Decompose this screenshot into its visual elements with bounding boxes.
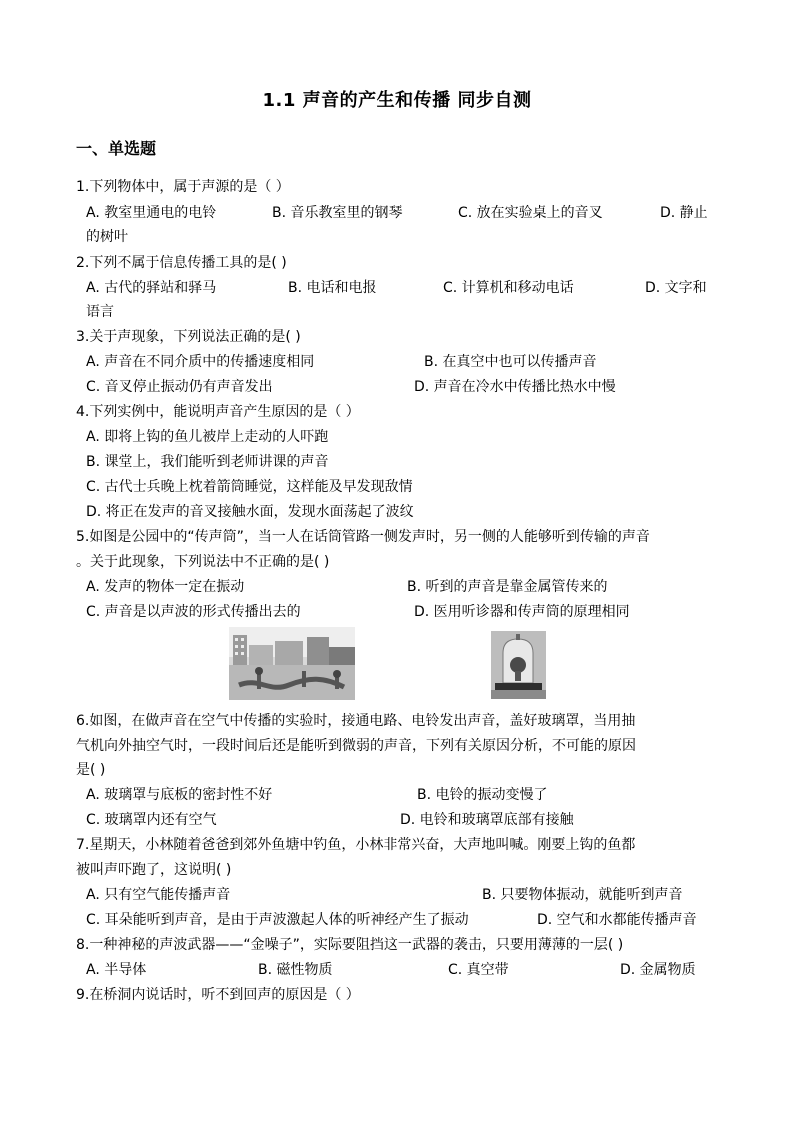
q7-option-c: C. 耳朵能听到声音，是由于声波激起人体的听神经产生了振动 <box>86 912 469 928</box>
q6-option-a: A. 玻璃罩与底板的密封性不好 <box>86 787 273 803</box>
q7-option-d: D. 空气和水都能传播声音 <box>537 912 697 928</box>
q6-option-d: D. 电铃和玻璃罩底部有接触 <box>400 812 574 828</box>
q5-option-a: A. 发声的物体一定在振动 <box>86 579 245 595</box>
question-6-stem-line-1: 6.如图，在做声音在空气中传播的实验时，接通电路、电铃发出声音，盖好玻璃罩，当用抽 <box>76 713 636 729</box>
q2-option-d-continued: 语言 <box>86 304 114 320</box>
question-8-stem: 8.一种神秘的声波武器——“金噪子”，实际要阻挡这一武器的袭击，只要用薄薄的一层( ) <box>76 937 624 953</box>
question-2-stem: 2.下列不属于信息传播工具的是( ) <box>76 255 287 271</box>
q7-option-a: A. 只有空气能传播声音 <box>86 887 231 903</box>
question-6-stem-line-2: 气机向外抽空气时，一段时间后还是能听到微弱的声音，下列有关原因分析，不可能的原因 <box>76 738 636 754</box>
q3-option-a: A. 声音在不同介质中的传播速度相同 <box>86 354 315 370</box>
q4-option-c: C. 古代士兵晚上枕着箭筒睡觉，这样能及早发现敌情 <box>86 479 413 495</box>
question-7-stem-line-2: 被叫声吓跑了，这说明( ) <box>76 862 232 878</box>
q8-option-c: C. 真空带 <box>448 962 509 978</box>
q2-option-a: A. 古代的驿站和驿马 <box>86 280 217 296</box>
q3-option-c: C. 音叉停止振动仍有声音发出 <box>86 379 273 395</box>
question-1-stem: 1.下列物体中，属于声源的是（ ） <box>76 179 290 195</box>
q8-option-a: A. 半导体 <box>86 962 147 978</box>
q7-option-b: B. 只要物体振动，就能听到声音 <box>482 887 683 903</box>
bell-jar-experiment-photo <box>491 631 546 699</box>
q3-option-b: B. 在真空中也可以传播声音 <box>424 354 597 370</box>
q5-option-c: C. 声音是以声波的形式传播出去的 <box>86 604 301 620</box>
q2-option-b: B. 电话和电报 <box>288 280 377 296</box>
q6-option-c: C. 玻璃罩内还有空气 <box>86 812 217 828</box>
q3-option-d: D. 声音在冷水中传播比热水中慢 <box>414 379 616 395</box>
q6-option-b: B. 电铃的振动变慢了 <box>417 787 548 803</box>
q8-option-d: D. 金属物质 <box>620 962 696 978</box>
question-5-stem-line-2: 。关于此现象，下列说法中不正确的是( ) <box>76 554 330 570</box>
q1-option-a: A. 教室里通电的电铃 <box>86 205 217 221</box>
section-heading: 一、单选题 <box>76 139 157 158</box>
q5-option-d: D. 医用听诊器和传声筒的原理相同 <box>414 604 630 620</box>
q1-option-d: D. 静止 <box>660 205 708 221</box>
page-title: 1.1 声音的产生和传播 同步自测 <box>262 90 532 111</box>
question-5-stem-line-1: 5.如图是公园中的“传声筒”，当一人在话筒管路一侧发声时，另一侧的人能够听到传输的声音 <box>76 529 650 545</box>
q1-option-c: C. 放在实验桌上的音叉 <box>458 205 603 221</box>
q4-option-b: B. 课堂上，我们能听到老师讲课的声音 <box>86 454 329 470</box>
question-6-stem-line-3: 是( ) <box>76 762 106 778</box>
q4-option-a: A. 即将上钩的鱼儿被岸上走动的人吓跑 <box>86 429 329 445</box>
question-7-stem-line-1: 7.星期天，小林随着爸爸到郊外鱼塘中钓鱼，小林非常兴奋，大声地叫喊。刚要上钩的鱼都 <box>76 837 636 853</box>
question-3-stem: 3.关于声现象，下列说法正确的是( ) <box>76 329 301 345</box>
q2-option-d: D. 文字和 <box>645 280 707 296</box>
q2-option-c: C. 计算机和移动电话 <box>443 280 574 296</box>
q1-option-d-continued: 的树叶 <box>86 229 128 245</box>
q5-option-b: B. 听到的声音是靠金属管传来的 <box>407 579 608 595</box>
question-9-stem: 9.在桥洞内说话时，听不到回声的原因是（ ） <box>76 987 360 1003</box>
question-4-stem: 4.下列实例中，能说明声音产生原因的是（ ） <box>76 404 360 420</box>
q4-option-d: D. 将正在发声的音叉接触水面，发现水面荡起了波纹 <box>86 504 414 520</box>
park-voice-tube-photo <box>229 627 355 700</box>
q8-option-b: B. 磁性物质 <box>258 962 333 978</box>
q1-option-b: B. 音乐教室里的钢琴 <box>272 205 403 221</box>
